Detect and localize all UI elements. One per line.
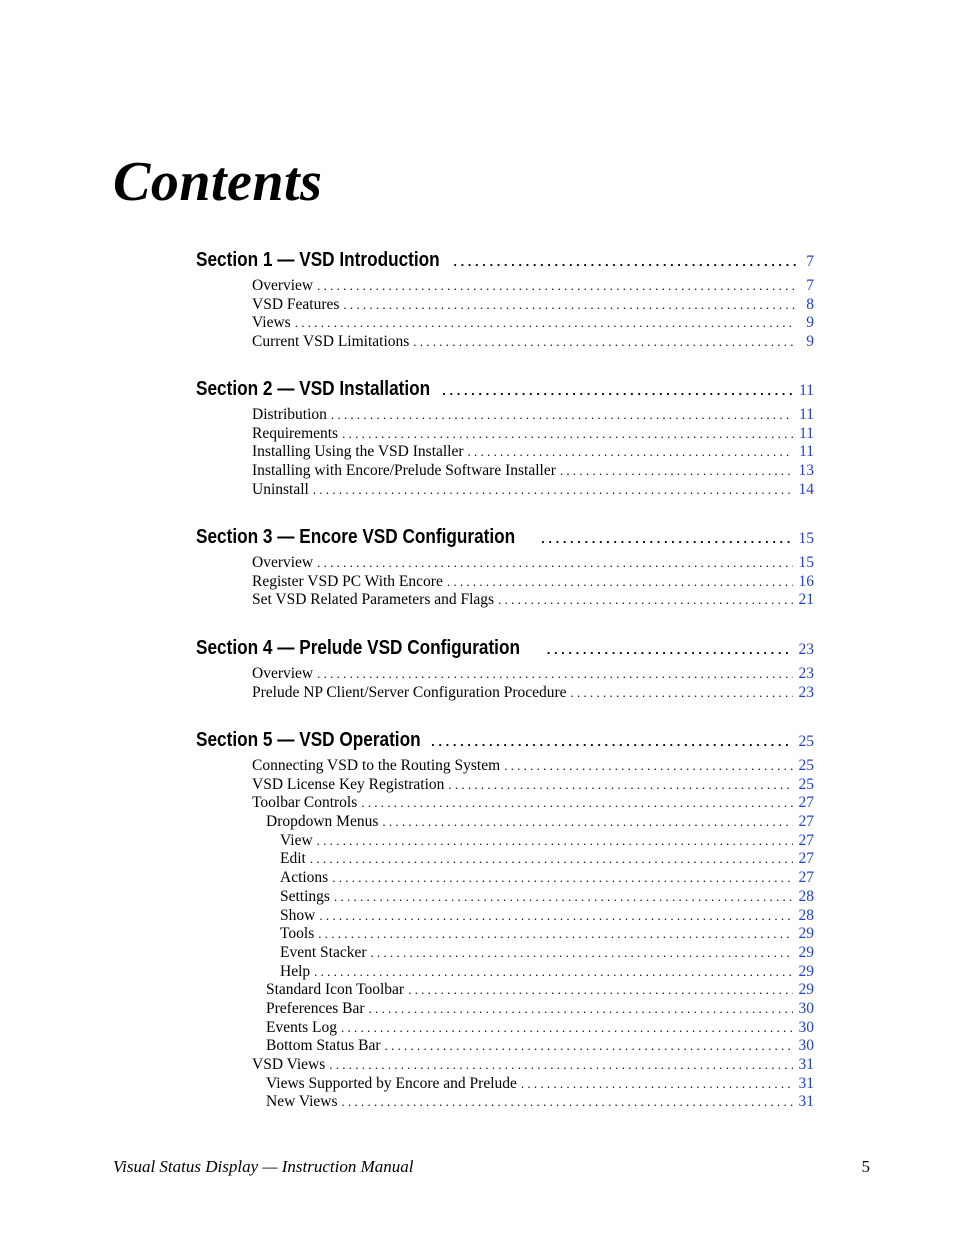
dot-leader [295,314,796,333]
toc-entry-label: VSD Features [252,295,340,313]
toc-entry-label: Standard Icon Toolbar [266,981,405,999]
toc-page-link[interactable]: 27 [798,794,814,812]
dot-leader [341,1019,792,1038]
dot-leader [317,665,792,684]
toc-entry-label: Views [252,314,291,332]
section-page-link[interactable]: 7 [806,253,814,270]
footer-manual-title: Visual Status Display — Instruction Manual [113,1157,414,1176]
toc-page-link[interactable]: 7 [806,277,814,294]
toc-entry-label: Overview [252,554,314,571]
dot-leader [343,296,796,315]
toc-entry[interactable] [196,981,814,1000]
dot-leader [342,1093,793,1112]
dot-leader [448,776,792,795]
dot-leader [431,734,792,749]
dot-leader [361,794,792,813]
toc-entry-label: Tools [280,925,315,943]
toc-entry[interactable] [196,869,814,888]
toc-entry[interactable] [196,443,814,462]
dot-leader [371,944,793,963]
toc-entry-label: View [280,831,313,849]
section-page-link[interactable]: 11 [799,382,814,399]
toc-entry[interactable] [196,776,814,795]
toc-entry-label: Overview [252,665,314,682]
section-heading-label: Section 5 — VSD Operation [196,729,421,751]
dot-leader [382,813,792,832]
dot-leader [442,383,793,398]
toc-entry[interactable] [196,684,814,703]
toc-entry[interactable] [196,757,814,776]
toc-entry-label: Prelude NP Client/Server Configuration Procedure [252,683,567,701]
toc-entry[interactable] [196,850,814,869]
toc-page-link[interactable]: 11 [799,443,814,461]
toc-page-link[interactable]: 25 [798,757,814,774]
dot-leader [413,333,796,352]
dot-leader [541,531,792,546]
toc-page-link[interactable]: 29 [798,962,814,980]
toc-page-link[interactable]: 23 [798,665,814,682]
toc-page-link[interactable]: 23 [798,683,814,701]
toc-entry-label: Events Log [266,1018,338,1036]
toc-section-heading[interactable] [196,729,814,757]
toc-entry-label: Requirements [252,424,339,442]
toc-section-heading[interactable] [196,637,814,665]
section-page-link[interactable]: 23 [798,641,814,658]
toc-entry[interactable] [196,554,814,573]
dot-leader [521,1075,793,1094]
dot-leader [317,832,793,851]
page-footer [113,1157,870,1177]
section-heading-label: Section 3 — Encore VSD Configuration [196,526,516,548]
toc-page-link[interactable]: 30 [798,999,814,1017]
toc-entry-label: Help [280,962,311,980]
dot-leader [313,481,793,500]
toc-section [196,526,814,610]
toc-entry-label: Bottom Status Bar [266,1037,381,1055]
toc-entry[interactable] [196,1093,814,1112]
toc-entry-label: Current VSD Limitations [252,333,410,351]
toc-entry[interactable] [196,1000,814,1019]
footer-page-number: 5 [861,1157,870,1176]
section-heading-label: Section 2 — VSD Installation [196,378,431,400]
toc-entry-label: VSD License Key Registration [252,775,445,793]
toc-entry-label: Show [280,906,316,924]
toc-page-link[interactable]: 27 [798,869,814,887]
dot-leader [369,1000,793,1019]
toc-entry[interactable] [196,425,814,444]
toc-entry[interactable] [196,481,814,500]
toc-entry[interactable] [196,277,814,296]
toc-page-link[interactable]: 15 [798,554,814,571]
toc-entry-label: Uninstall [252,480,309,498]
toc-entry-label: Dropdown Menus [266,813,379,831]
toc-page-link[interactable]: 29 [798,943,814,961]
dot-leader [453,254,796,269]
dot-leader [547,642,793,657]
dot-leader [319,907,792,926]
toc-page-link[interactable]: 21 [798,591,814,609]
toc-page-link[interactable]: 31 [798,1056,814,1073]
toc-entry-label: Distribution [252,406,327,423]
toc-page-link[interactable]: 30 [798,1037,814,1055]
toc-page-link[interactable]: 27 [798,831,814,849]
toc-section [196,729,814,1112]
toc-entry[interactable] [196,813,814,832]
toc-page-link[interactable]: 16 [798,572,814,590]
toc-page-link[interactable]: 9 [806,314,814,332]
toc-entry[interactable] [196,314,814,333]
toc-entry-label: Installing Using the VSD Installer [252,443,464,461]
dot-leader [385,1037,793,1056]
dot-leader [317,554,792,573]
toc-entry[interactable] [196,1037,814,1056]
section-heading-label: Section 1 — VSD Introduction [196,249,440,271]
dot-leader [317,277,796,296]
section-heading-label: Section 4 — Prelude VSD Configuration [196,637,520,659]
toc-entry[interactable] [196,462,814,481]
toc-page-link[interactable]: 9 [806,333,814,351]
toc-entry-label: Event Stacker [280,943,367,961]
toc-entry[interactable] [196,573,814,592]
dot-leader [314,963,792,982]
toc-page-link[interactable]: 11 [799,406,814,423]
toc-page-link[interactable]: 29 [798,925,814,943]
toc-entry[interactable] [196,963,814,982]
toc-entry-label: Edit [280,850,306,868]
toc-entry-label: Views Supported by Encore and Prelude [266,1074,517,1092]
toc-entry[interactable] [196,296,814,315]
toc-entry-label: Toolbar Controls [252,794,358,812]
toc-entry[interactable] [196,1056,814,1075]
toc-entry[interactable] [196,832,814,851]
toc-page-link[interactable]: 28 [798,887,814,905]
toc-entry[interactable] [196,925,814,944]
dot-leader [504,757,792,776]
toc-entry-label: Overview [252,277,314,294]
toc-section [196,637,814,702]
dot-leader [498,591,792,610]
dot-leader [331,406,793,425]
section-page-link[interactable]: 15 [798,530,814,547]
dot-leader [571,684,793,703]
toc-entry[interactable] [196,794,814,813]
toc-entry[interactable] [196,591,814,610]
toc-section-heading[interactable] [196,249,814,277]
toc-entry-label: Preferences Bar [266,999,365,1017]
dot-leader [560,462,793,481]
dot-leader [310,850,793,869]
toc-page-link[interactable]: 8 [806,295,814,313]
toc-section-heading[interactable] [196,378,814,406]
dot-leader [332,869,792,888]
toc-entry[interactable] [196,907,814,926]
toc-entry-label: VSD Views [252,1056,326,1073]
toc-entry-label: Actions [280,869,329,887]
dot-leader [408,981,792,1000]
dot-leader [468,443,794,462]
toc-entry-label: New Views [266,1093,338,1111]
toc-entry[interactable] [196,665,814,684]
toc-page-link[interactable]: 29 [798,981,814,999]
toc-entry[interactable] [196,888,814,907]
toc-page-link[interactable]: 27 [798,813,814,831]
toc-entry[interactable] [196,406,814,425]
page-title: Contents [113,151,323,213]
toc-section [196,249,814,352]
toc-page-link[interactable]: 11 [799,424,814,442]
toc-page-link[interactable]: 31 [798,1093,814,1111]
toc-entry-label: Connecting VSD to the Routing System [252,757,501,774]
dot-leader [447,573,793,592]
toc-entry[interactable] [196,1075,814,1094]
toc-section-heading[interactable] [196,526,814,554]
toc-page-link[interactable]: 25 [798,775,814,793]
toc-entry-label: Settings [280,887,330,905]
toc-entry[interactable] [196,1019,814,1038]
toc-entry-label: Register VSD PC With Encore [252,572,443,590]
toc-page-link[interactable]: 28 [798,906,814,924]
dot-leader [342,425,793,444]
toc-entry-label: Installing with Encore/Prelude Software Installer [252,462,556,480]
toc-page-link[interactable]: 30 [798,1018,814,1036]
dot-leader [318,925,792,944]
toc-page-link[interactable]: 31 [798,1074,814,1092]
toc-page-link[interactable]: 14 [798,480,814,498]
toc-entry[interactable] [196,333,814,352]
toc-entry[interactable] [196,944,814,963]
dot-leader [334,888,793,907]
toc-section [196,378,814,499]
toc-page-link[interactable]: 27 [798,850,814,868]
dot-leader [329,1056,792,1075]
section-page-link[interactable]: 25 [798,733,814,750]
toc-page-link[interactable]: 13 [798,462,814,480]
toc-entry-label: Set VSD Related Parameters and Flags [252,591,495,609]
